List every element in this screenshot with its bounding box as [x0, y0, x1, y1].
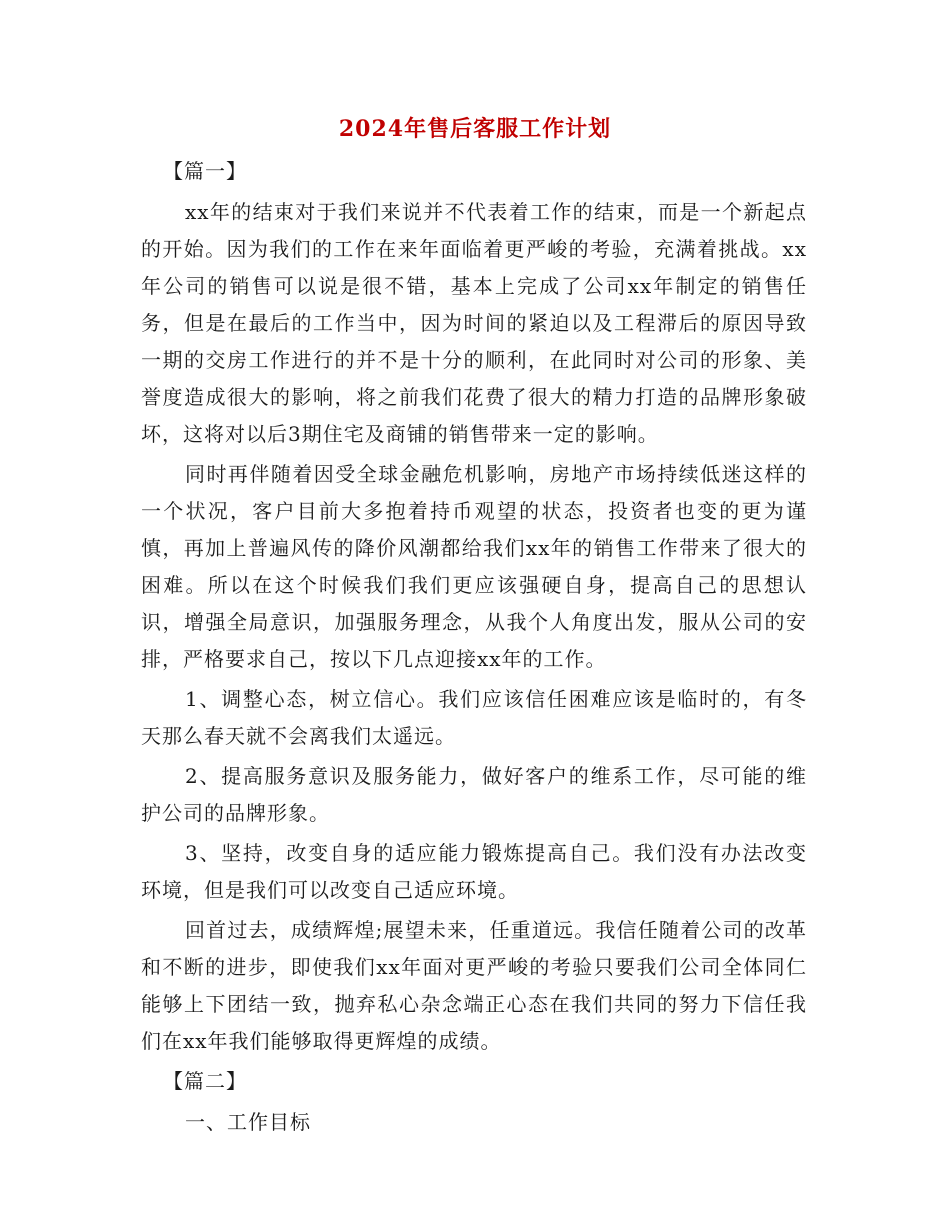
subheading: 一、工作目标 [185, 1110, 311, 1134]
list-item: 2、提高服务意识及服务能力，做好客户的维系工作，尽可能的维护公司的品牌形象。 [141, 764, 807, 825]
document-body [141, 153, 807, 1144]
paragraph: 同时再伴随着因受全球金融危机影响，房地产市场持续低迷这样的一个状况，客户目前大多抱着持币观望的状态，投资者也变的更为谨慎，再加上普遍风传的降价风潮都给我们xx年的销售工作带来了很大的困难。所以在这个时候我们我们更应该强硬自身，提高自己的思想认识，增强全局意识，加强服务理念，从我个人角度出发，服从公司的安排，严格要求自己，按以下几点迎接xx年的工作。 [141, 462, 807, 671]
document-title: 2024年售后客服工作计划 [338, 116, 612, 142]
paragraph: xx年的结束对于我们来说并不代表着工作的结束，而是一个新起点的开始。因为我们的工作在来年面临着更严峻的考验，充满着挑战。xx年公司的销售可以说是很不错，基本上完成了公司xx年制定的销售任务，但是在最后的工作当中，因为时间的紧迫以及工程滞后的原因导致一期的交房工作进行的并不是十分的顺利，在此同时对公司的形象、美誉度造成很大的影响，将之前我们花费了很大的精力打造的品牌形象破坏，这将对以后3期住宅及商铺的销售带来一定的影响。 [141, 200, 807, 446]
list-item: 1、调整心态，树立信心。我们应该信任困难应该是临时的，有冬天那么春天就不会离我们太遥远。 [141, 687, 807, 748]
list-item: 3、坚持，改变自身的适应能力锻炼提高自己。我们没有办法改变环境，但是我们可以改变自己适应环境。 [141, 841, 807, 902]
section-heading-2: 【篇二】 [163, 1069, 247, 1093]
paragraph: 回首过去，成绩辉煌;展望未来，任重道远。我信任随着公司的改革和不断的进步，即使我们xx年面对更严峻的考验只要我们公司全体同仁能够上下团结一致，抛弃私心杂念端正心态在我们共同的努力下信任我们在xx年我们能够取得更辉煌的成绩。 [141, 918, 807, 1053]
section-heading-1: 【篇一】 [163, 159, 247, 183]
